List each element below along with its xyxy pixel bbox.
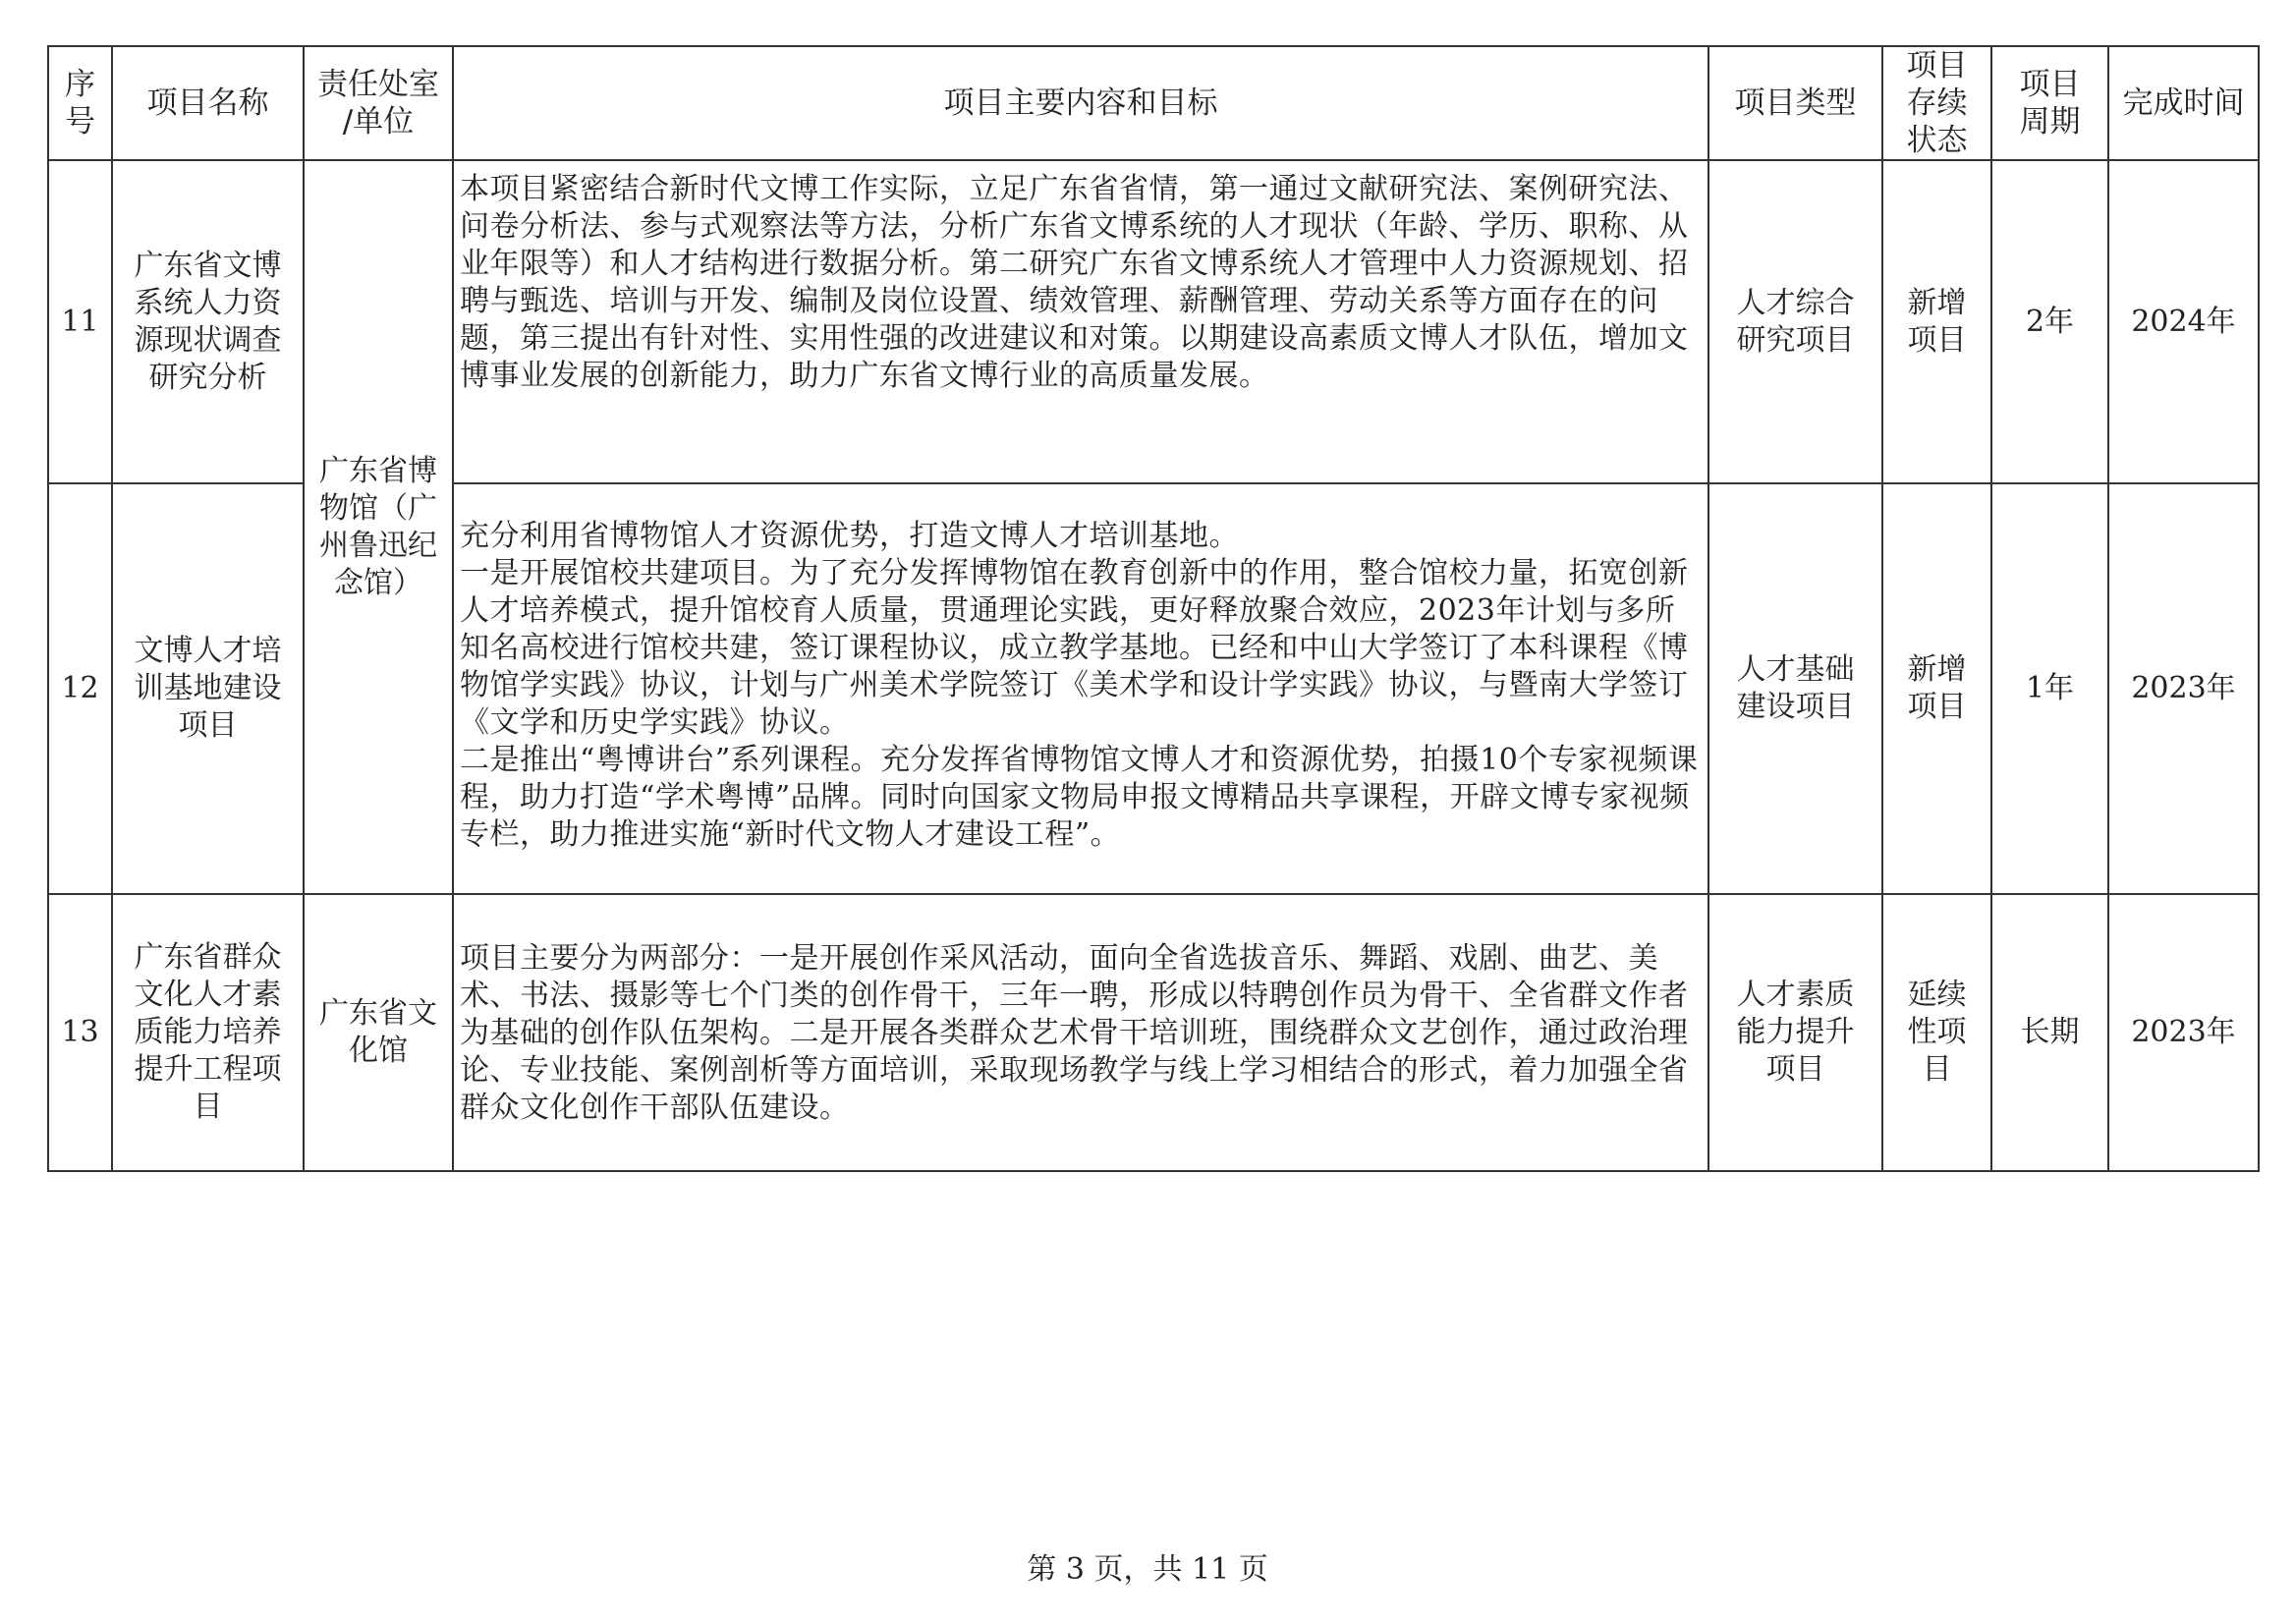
cell-done: 2023年: [2108, 894, 2259, 1171]
header-type: 项目类型: [1708, 46, 1882, 160]
header-row: [48, 46, 2259, 160]
table-row: [48, 160, 2259, 483]
cell-type: 人才基础建设项目: [1708, 483, 1882, 894]
projects-table: [47, 45, 2260, 1172]
cell-unit: 广东省文化馆: [304, 894, 453, 1171]
cell-name: 广东省群众文化人才素质能力培养提升工程项目: [112, 894, 304, 1171]
cell-content: 充分利用省博物馆人才资源优势，打造文博人才培训基地。 一是开展馆校共建项目。为了充分发挥博物馆在教育创新中的作用，整合馆校力量，拓宽创新人才培养模式，提升馆校育人质量，贯通理论实践，更好释放聚合效应，2023年计划与多所知名高校进行馆校共建，签订课程协议，成立教学基地。已经和中山大学签订了本科课程《博物馆学实践》协议，计划与广州美术学院签订《美术学和设计学实践》协议，与暨南大学签订《文学和历史学实践》协议。 二是推出“粤博讲台”系列课程。充分发挥省博物馆文博人才和资源优势，拍摄10个专家视频课程，助力打造“学术粤博”品牌。同时向国家文物局申报文博精品共享课程，开辟文博专家视频专栏，助力推进实施“新时代文物人才建设工程”。: [453, 483, 1708, 894]
cell-status: 新增项目: [1882, 160, 1991, 483]
cell-period: 2年: [1991, 160, 2108, 483]
header-status: 项目 存续 状态: [1882, 46, 1991, 160]
cell-name: 文博人才培训基地建设项目: [112, 483, 304, 894]
header-period: 项目 周期: [1991, 46, 2108, 160]
cell-content: 本项目紧密结合新时代文博工作实际，立足广东省省情，第一通过文献研究法、案例研究法、问卷分析法、参与式观察法等方法，分析广东省文博系统的人才现状（年龄、学历、职称、从业年限等）和人才结构进行数据分析。第二研究广东省文博系统人才管理中人力资源规划、招聘与甄选、培训与开发、编制及岗位设置、绩效管理、薪酬管理、劳动关系等方面存在的问题，第三提出有针对性、实用性强的改进建议和对策。以期建设高素质文博人才队伍，增加文博事业发展的创新能力，助力广东省文博行业的高质量发展。: [453, 160, 1708, 483]
cell-seq: 11: [48, 160, 112, 483]
header-done: 完成时间: [2108, 46, 2259, 160]
header-name: 项目名称: [112, 46, 304, 160]
cell-seq: 12: [48, 483, 112, 894]
page-number: 第 3 页，共 11 页: [1027, 1552, 1268, 1587]
cell-type: 人才综合研究项目: [1708, 160, 1882, 483]
cell-unit: 广东省博物馆（广州鲁迅纪念馆）: [304, 160, 453, 894]
cell-name: 广东省文博系统人力资源现状调查研究分析: [112, 160, 304, 483]
header-unit: 责任处室 /单位: [304, 46, 453, 160]
header-seq: 序 号: [48, 46, 112, 160]
cell-seq: 13: [48, 894, 112, 1171]
table-row: [48, 894, 2259, 1171]
cell-period: 1年: [1991, 483, 2108, 894]
cell-period: 长期: [1991, 894, 2108, 1171]
cell-type: 人才素质能力提升项目: [1708, 894, 1882, 1171]
cell-done: 2023年: [2108, 483, 2259, 894]
cell-done: 2024年: [2108, 160, 2259, 483]
cell-status: 新增项目: [1882, 483, 1991, 894]
header-content: 项目主要内容和目标: [453, 46, 1708, 160]
cell-status: 延续性项目: [1882, 894, 1991, 1171]
cell-content: 项目主要分为两部分：一是开展创作采风活动，面向全省选拔音乐、舞蹈、戏剧、曲艺、美术、书法、摄影等七个门类的创作骨干，三年一聘，形成以特聘创作员为骨干、全省群文作者为基础的创作队伍架构。二是开展各类群众艺术骨干培训班，围绕群众文艺创作，通过政治理论、专业技能、案例剖析等方面培训，采取现场教学与线上学习相结合的形式，着力加强全省群众文化创作干部队伍建设。: [453, 894, 1708, 1171]
